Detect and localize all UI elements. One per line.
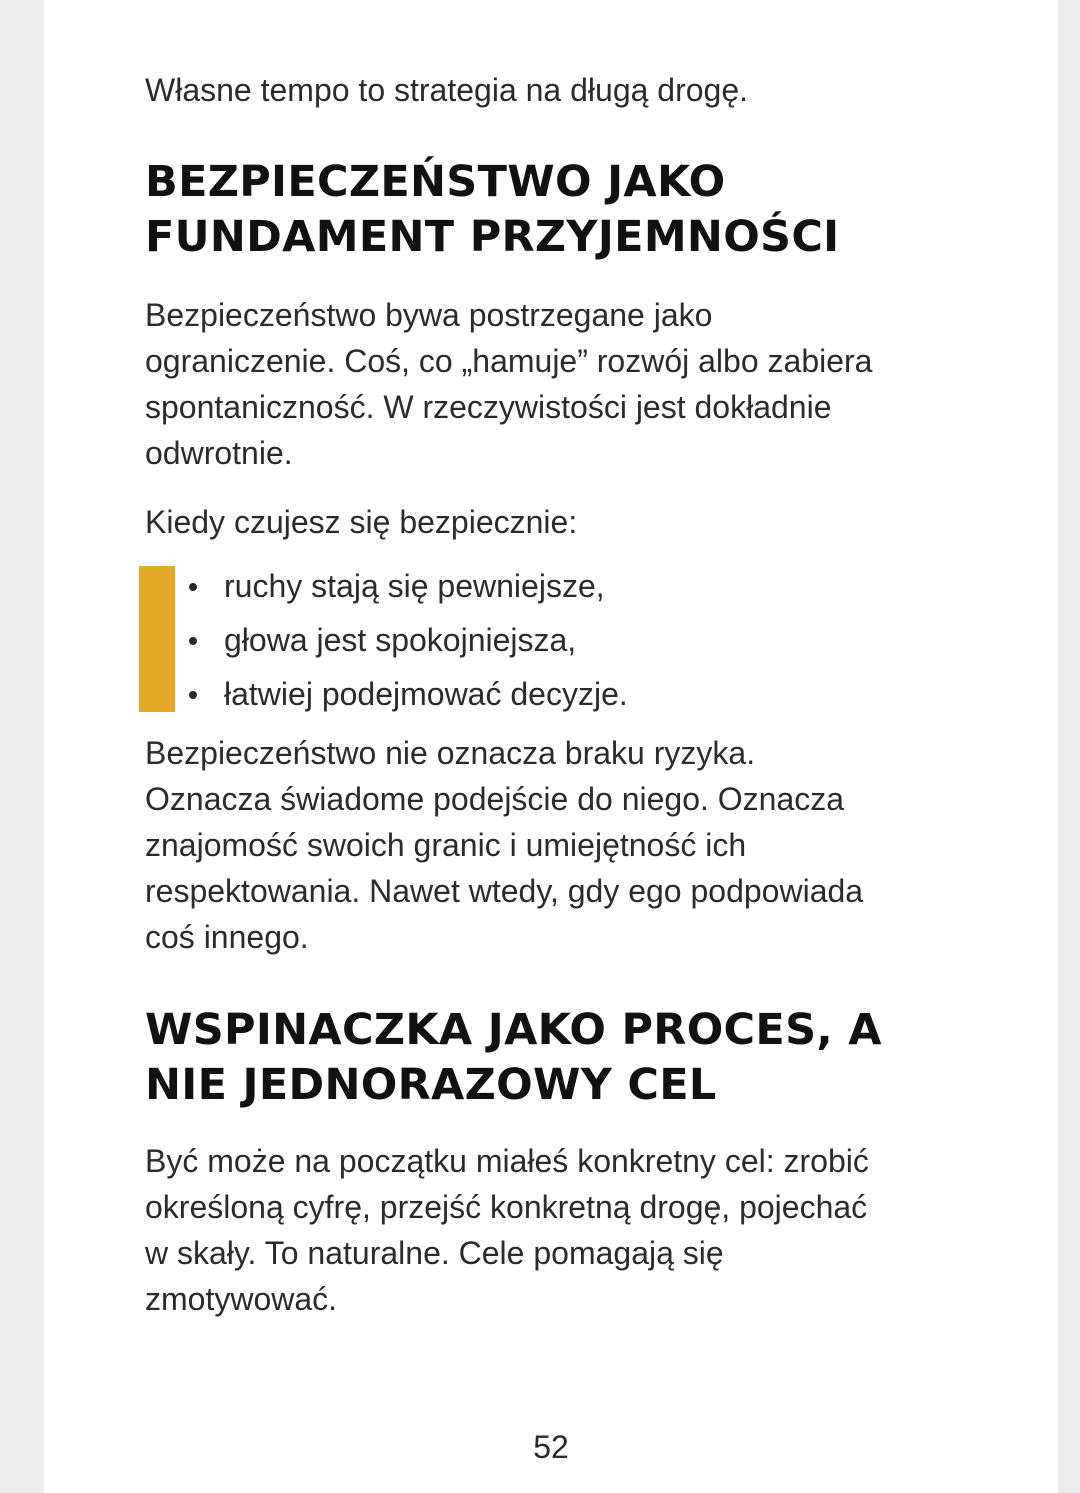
bullet-icon bbox=[189, 583, 197, 591]
section-heading-climbing bbox=[145, 1003, 960, 1113]
heading-line: FUNDAMENT PRZYJEMNOŚCI bbox=[145, 212, 840, 262]
list-item bbox=[185, 667, 628, 721]
list-item-text: łatwiej podejmować decyzje. bbox=[224, 676, 628, 712]
text-line: odwrotnie. bbox=[145, 435, 293, 471]
bullet-list bbox=[185, 559, 628, 721]
heading-line: NIE JEDNORAZOWY CEL bbox=[145, 1060, 717, 1110]
paragraph-security-risk bbox=[145, 730, 960, 960]
list-accent-bar bbox=[139, 566, 175, 712]
page-number: 52 bbox=[533, 1429, 569, 1465]
document-page bbox=[44, 0, 1058, 1493]
list-item bbox=[185, 559, 628, 613]
intro-line: Własne tempo to strategia na długą drogę. bbox=[145, 72, 749, 108]
text-line: zmotywować. bbox=[145, 1281, 338, 1317]
section-heading-security bbox=[145, 155, 960, 265]
text-line: ograniczenie. Coś, co „hamuje” rozwój albo zabiera bbox=[145, 343, 873, 379]
text-line: Bezpieczeństwo bywa postrzegane jako bbox=[145, 297, 713, 333]
paragraph-climbing-goal bbox=[145, 1138, 960, 1322]
text-line: respektowania. Nawet wtedy, gdy ego podpowiada bbox=[145, 873, 864, 909]
bullet-icon bbox=[189, 637, 197, 645]
list-item-text: ruchy stają się pewniejsze, bbox=[224, 568, 605, 604]
text-line: coś innego. bbox=[145, 919, 309, 955]
text-line: w skały. To naturalne. Cele pomagają się bbox=[145, 1235, 724, 1271]
text-line: określoną cyfrę, przejść konkretną drogę, pojechać bbox=[145, 1189, 868, 1225]
text-line: Oznacza świadome podejście do niego. Oznacza bbox=[145, 781, 845, 817]
heading-line: BEZPIECZEŃSTWO JAKO bbox=[145, 157, 726, 207]
bullet-icon bbox=[189, 691, 197, 699]
text-line: znajomość swoich granic i umiejętność ich bbox=[145, 827, 747, 863]
paragraph-security-intro bbox=[145, 292, 960, 476]
list-item bbox=[185, 613, 628, 667]
text-line: Bezpieczeństwo nie oznacza braku ryzyka. bbox=[145, 735, 756, 771]
heading-line: WSPINACZKA JAKO PROCES, A bbox=[145, 1005, 882, 1055]
text-line: spontaniczność. W rzeczywistości jest dokładnie bbox=[145, 389, 832, 425]
text-line: Być może na początku miałeś konkretny cel: zrobić bbox=[145, 1143, 869, 1179]
list-item-text: głowa jest spokojniejsza, bbox=[224, 622, 577, 658]
list-lead: Kiedy czujesz się bezpiecznie: bbox=[145, 504, 578, 540]
